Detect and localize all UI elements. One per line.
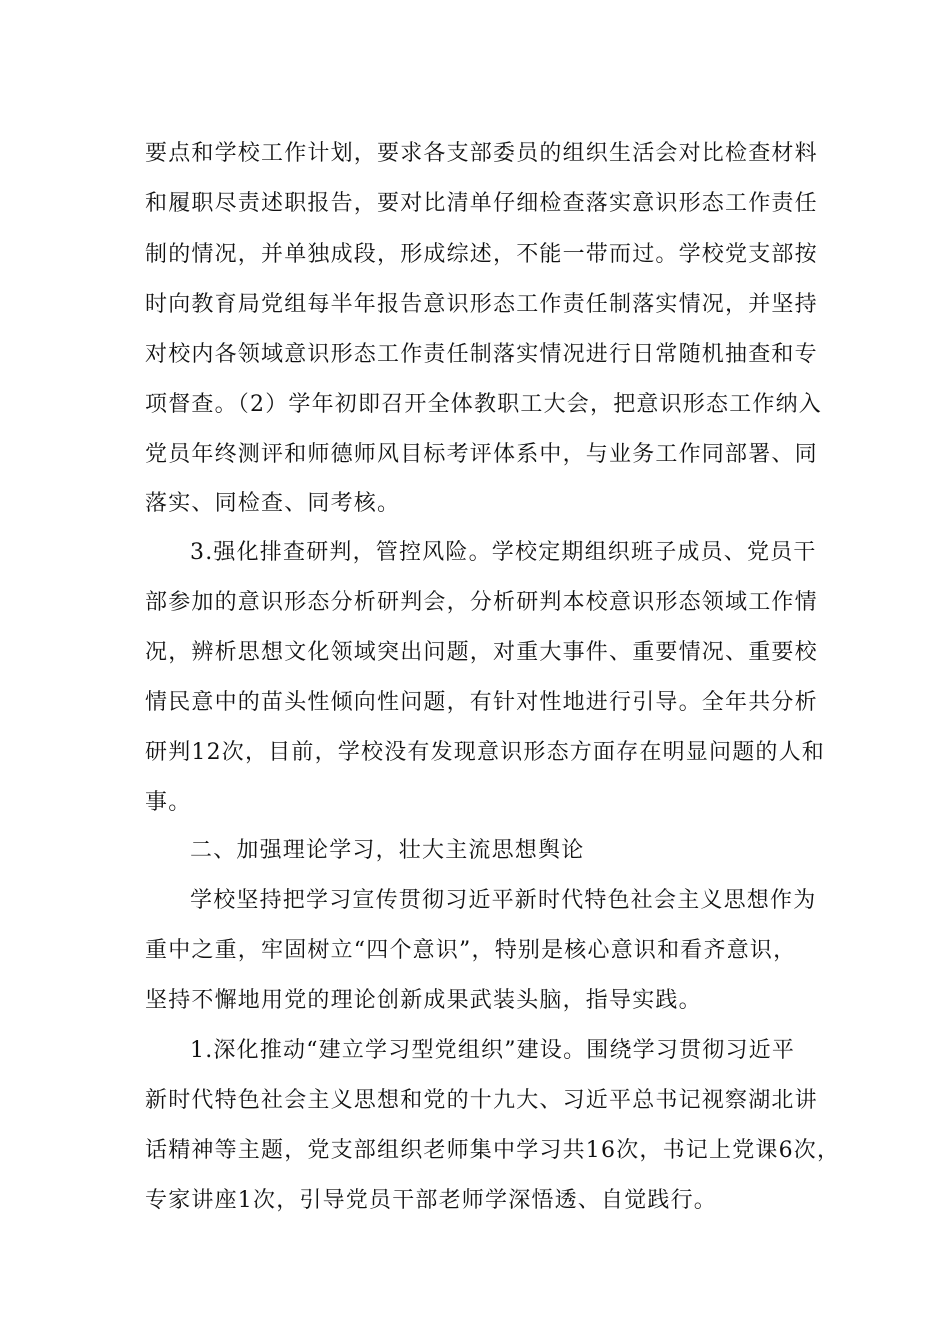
- text-line: 学校坚持把学习宣传贯彻习近平新时代特色社会主义思想作为: [190, 888, 817, 913]
- section-title: 二、加强理论学习，壮大主流思想舆论: [190, 838, 585, 863]
- text-line: 落实、同检查、同考核。: [145, 491, 401, 516]
- text-line: 党员年终测评和师德师风目标考评体系中，与业务工作同部署、同: [145, 442, 818, 467]
- text-line: 况，辨析思想文化领域突出问题，对重大事件、重要情况、重要校: [145, 640, 818, 665]
- text-line: 专家讲座1次，引导党员干部老师学深悟透、自觉践行。: [145, 1188, 717, 1213]
- text-line: 制的情况，并单独成段，形成综述，不能一带而过。学校党支部按: [145, 242, 818, 267]
- text-line: 重中之重，牢固树立“四个意识”，特别是核心意识和看齐意识，: [145, 938, 797, 963]
- text-line: 时向教育局党组每半年报告意识形态工作责任制落实情况，并坚持: [145, 292, 818, 317]
- text-line: 和履职尽责述职报告，要对比清单仔细检查落实意识形态工作责任: [145, 191, 818, 216]
- text-line: 新时代特色社会主义思想和党的十九大、习近平总书记视察湖北讲: [145, 1088, 818, 1113]
- text-line: 情民意中的苗头性倾向性问题，有针对性地进行引导。全年共分析: [145, 690, 818, 715]
- text-line: 对校内各领域意识形态工作责任制落实情况进行日常随机抽查和专: [145, 342, 818, 367]
- text-line: 话精神等主题，党支部组织老师集中学习共16次，书记上党课6次，: [145, 1138, 841, 1163]
- text-line: 事。: [145, 790, 192, 815]
- text-line: 部参加的意识形态分析研判会，分析研判本校意识形态领域工作情: [145, 590, 818, 615]
- section-heading: 1.深化推动“建立学习型党组织”建设。围绕学习贯彻习近平: [190, 1038, 796, 1063]
- section-heading: 3.强化排查研判，管控风险。学校定期组织班子成员、党员干: [190, 540, 817, 565]
- text-line: 要点和学校工作计划，要求各支部委员的组织生活会对比检查材料: [145, 141, 818, 166]
- text-line: 项督查。（2）学年初即召开全体教职工大会，把意识形态工作纳入: [145, 392, 822, 417]
- text-line: 研判12次，目前，学校没有发现意识形态方面存在明显问题的人和: [145, 740, 825, 765]
- text-line: 坚持不懈地用党的理论创新成果武装头脑，指导实践。: [145, 988, 702, 1013]
